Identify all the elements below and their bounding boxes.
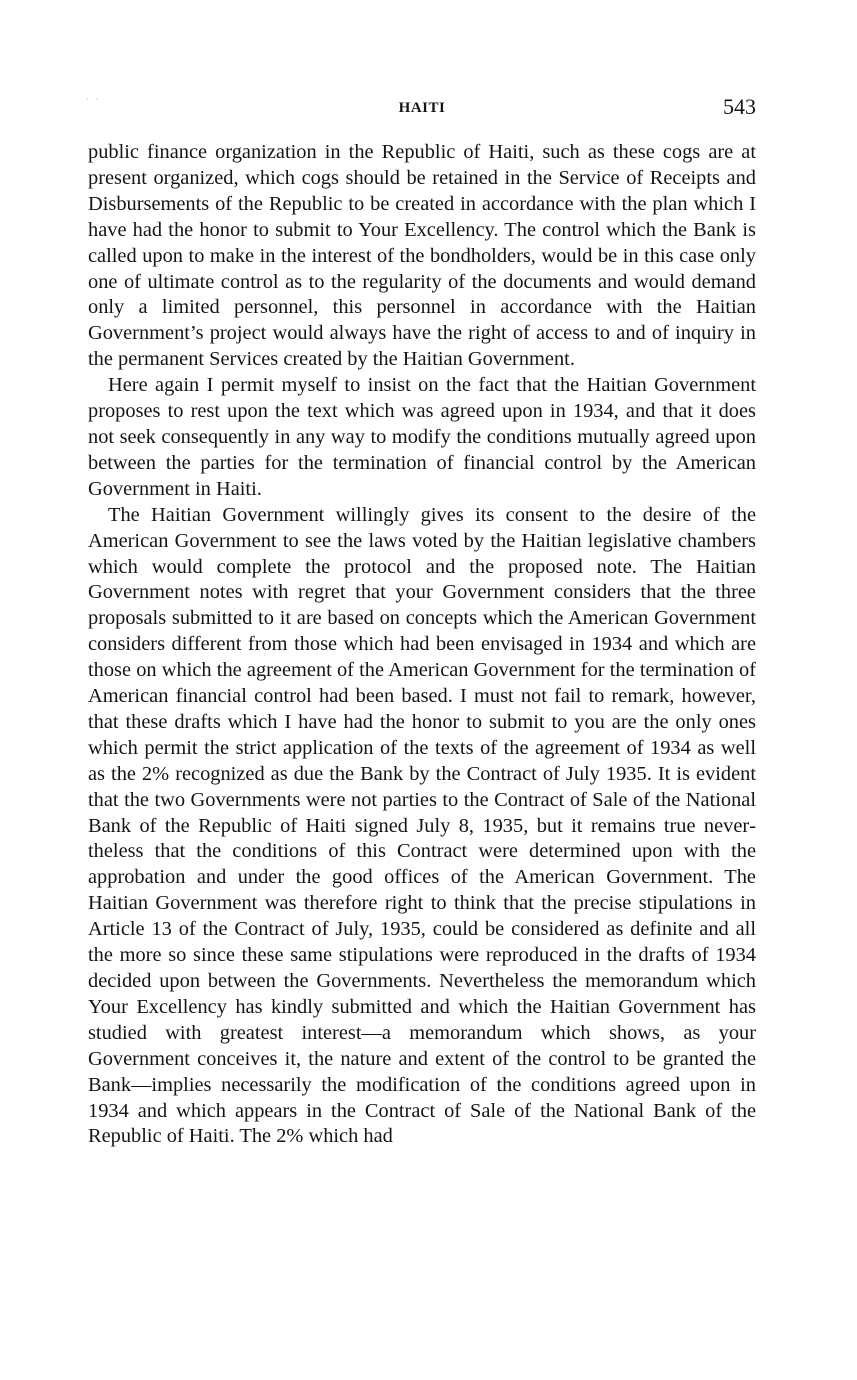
- running-title: HAITI: [398, 100, 446, 116]
- corner-speck: · ·: [86, 94, 101, 104]
- body-text: [88, 140, 756, 1150]
- page-header: [88, 94, 756, 124]
- paragraph-continued: public finance organization in the Republic of Haiti, such as these cogs are at present organized, which cogs should be retained in the Service of Receipts and Disbursements of the Republic to be created in accordance with the plan which I have had the honor to submit to Your Excellency. The control which the Bank is called upon to make in the interest of the bondholders, would be in this case only one of ultimate control as to the regularity of the documents and would demand only a limited personnel, this personnel in accordance with the Haitian Government’s project would always have the right of access to and of inquiry in the permanent Services created by the Haitian Government.: [88, 141, 756, 371]
- paragraph: The Haitian Government willingly gives its consent to the desire of the American Government to see the laws voted by the Haitian legislative chambers which would complete the protocol and the proposed note. The Haitian Government notes with regret that your Government considers that the three proposals submitted to it are based on concepts which the American Government considers different from those which had been envisaged in 1934 and which are those on which the agreement of the American Government for the termination of American financial control had been based. I must not fail to remark, however, that these drafts which I have had the honor to submit to you are the only ones which permit the strict application of the texts of the agreement of 1934 as well as the 2% recognized as due the Bank by the Contract of July 1935. It is evident that the two Governments were not parties to the Contract of Sale of the National Bank of the Republic of Haiti signed July 8, 1935, but it remains true nevertheless that the conditions of this Contract were determined upon with the approbation and under the good offices of the American Government. The Haitian Government was therefore right to think that the precise stipulations in Article 13 of the Contract of July, 1935, could be considered as definite and all the more so since these same stipulations were reproduced in the drafts of 1934 decided upon between the Governments. Nevertheless the memorandum which Your Excellency has kindly submitted and which the Haitian Government has studied with greatest interest—a memorandum which shows, as your Government conceives it, the nature and extent of the control to be granted the Bank—implies necessarily the modification of the conditions agreed upon in 1934 and which appears in the Contract of Sale of the National Bank of the Republic of Haiti. The 2% which had: [88, 503, 756, 1148]
- page-number: 543: [723, 94, 756, 119]
- paragraph: Here again I permit myself to insist on the fact that the Haitian Government proposes to rest upon the text which was agreed upon in 1934, and that it does not seek consequently in any way to modify the conditions mutually agreed upon between the parties for the termination of financial control by the American Government in Haiti.: [88, 374, 756, 500]
